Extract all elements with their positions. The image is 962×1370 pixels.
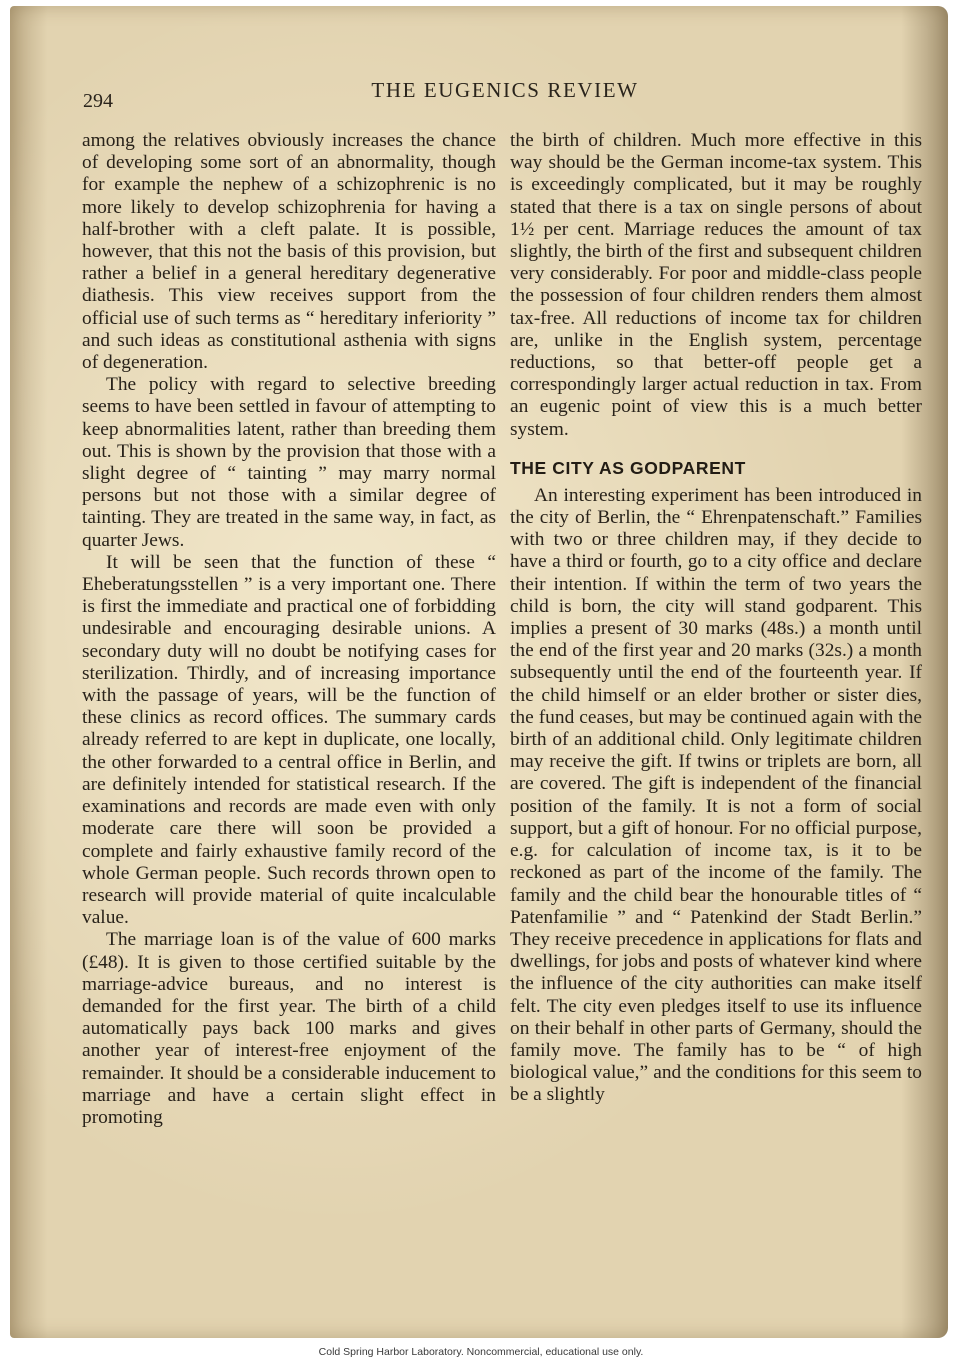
left-paragraph-1: among the relatives obviously increases the chance of developing some sort of an abnormality, though for example the nephew of a schizophrenic is no more likely to develop schizophrenia for having a half-brother with a cleft palate. It is possible, however, that this not the basis of this provision, but rather a belief in a general hereditary degenerative diathesis. This view receives support from the official use of such terms as “ hereditary inferiority ” and such ideas as constitutional asthenia with signs of degeneration. [82,130,496,374]
left-paragraph-3: It will be seen that the function of these “ Eheberatungsstellen ” is a very important one. There is first the immediate and practical one of forbidding undesirable and encouraging desirable unions. A secondary duty will no doubt be notifying cases for sterilization. Thirdly, and of increasing importance with the passage of years, will be the function of these clinics as record offices. The summary cards already referred to are kept in duplicate, one locally, the other forwarded to a central office in Berlin, and are definitely intended for statistical research. If the examinations and records are made even with only moderate care there will soon be provided a complete and fairly exhaustive family record of the whole German people. Such records thrown open to research will provide material of quite incalculable value. [82,551,496,929]
right-paragraph-2: An interesting experiment has been introduced in the city of Berlin, the “ Ehrenpatenschaft.” Families with two or three children may, if they decide to have a third or fourth, go to a city office and declare their intention. If within the term of two years the child is born, the city will stand godparent. This implies a present of 30 marks (48s.) a month until the end of the first year and 20 marks (32s.) a month subsequently until the end of the fourteenth year. If the child himself or an elder brother or sister dies, the fund ceases, but may be continued again with the birth of an additional child. Only legitimate children may receive the gift. If twins or triplets are born, all are covered. The gift is independent of the financial position of the family. It is not a form of social support, but a gift of honour. For no official purpose, e.g. for calculation of income tax, is it to be reckoned as part of the income of the family. The family and the child bear the honourable titles of “ Patenfamilie ” and “ Patenkind der Stadt Berlin.” They receive precedence in applications for flats and dwellings, for jobs and posts of whatever kind where the influence of the city authorities can make itself felt. The city even pledges itself to use its influence on their behalf in other parts of Germany, should the family move. The family has to be “ of high biological value,” and the conditions for this seem to be a slightly [510,484,922,1106]
left-column [82,130,496,1129]
running-head [10,76,948,112]
left-paragraph-4: The marriage loan is of the value of 600 marks (£48). It is given to those certified suitable by the marriage-advice bureaus, and no interest is demanded for the first year. The birth of a child automatically pays back 100 marks and gives another year of interest-free enjoyment of the remainder. It should be a considerable inducement to marriage and have a certain slight effect in promoting [82,929,496,1128]
section-heading: THE CITY AS GODPARENT [510,457,746,478]
right-column [510,130,922,1107]
journal-page [10,6,948,1338]
left-paragraph-2: The policy with regard to selective breeding seems to have been settled in favour of attempting to keep abnormalities latent, rather than breeding them out. This is shown by the provision that those with a slight degree of “ tainting ” may marry normal persons but not those with a similar degree of tainting. They are treated in the same way, in fact, as quarter Jews. [82,374,496,551]
right-paragraph-1: the birth of children. Much more effective in this way should be the German income-tax system. This is exceedingly complicated, but it may be roughly stated that there is a tax on single persons of about 1½ per cent. Marriage reduces the amount of tax slightly, the birth of the first and subsequent children very considerably. For poor and middle-class people the possession of four children renders them almost tax-free. All reductions of income tax for children are, unlike in the English system, percentage reductions, so that better-off people get a correspondingly larger actual reduction in tax. From an eugenic point of view this is a much better system. [510,130,922,440]
archive-credit: Cold Spring Harbor Laboratory. Noncommercial, educational use only. [318,1346,644,1358]
journal-title: THE EUGENICS REVIEW [371,78,639,102]
page-number: 294 [83,90,113,112]
